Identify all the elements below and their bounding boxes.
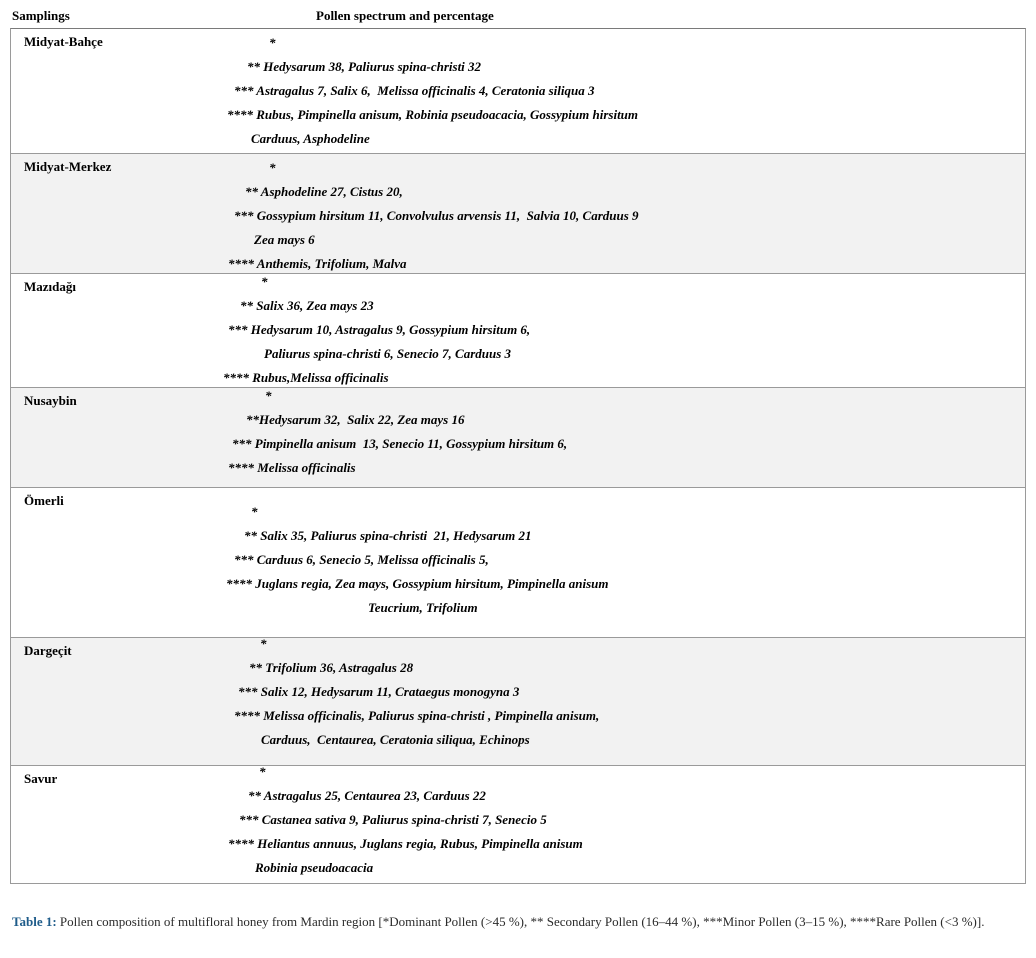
pollen-line: * bbox=[269, 35, 276, 50]
table-row bbox=[11, 29, 1025, 153]
pollen-line: * bbox=[259, 764, 266, 779]
pollen-line: **** Melissa officinalis, Paliurus spina-christi , Pimpinella anisum, bbox=[234, 708, 600, 723]
table-row bbox=[11, 487, 1025, 637]
pollen-line: **** Heliantus annuus, Juglans regia, Rubus, Pimpinella anisum bbox=[228, 836, 583, 851]
pollen-table bbox=[10, 28, 1026, 884]
pollen-line: ** Astragalus 25, Centaurea 23, Carduus 22 bbox=[248, 788, 486, 803]
pollen-line: Zea mays 6 bbox=[254, 232, 315, 247]
pollen-line: * bbox=[269, 160, 276, 175]
pollen-line: **** Rubus, Pimpinella anisum, Robinia pseudoacacia, Gossypium hirsitum bbox=[227, 107, 639, 122]
pollen-line: **** Juglans regia, Zea mays, Gossypium hirsitum, Pimpinella anisum bbox=[226, 576, 609, 591]
pollen-line: Teucrium, Trifolium bbox=[368, 600, 478, 615]
pollen-line: *** Hedysarum 10, Astragalus 9, Gossypium hirsitum 6, bbox=[228, 322, 531, 337]
header-pollen-spectrum: Pollen spectrum and percentage bbox=[316, 8, 494, 23]
pollen-line: Carduus, Centaurea, Ceratonia siliqua, Echinops bbox=[261, 732, 530, 747]
table-caption bbox=[12, 912, 1027, 932]
pollen-line: *** Salix 12, Hedysarum 11, Crataegus monogyna 3 bbox=[238, 684, 520, 699]
header-samplings: Samplings bbox=[12, 8, 70, 23]
pollen-line: ** Hedysarum 38, Paliurus spina-christi 32 bbox=[247, 59, 482, 74]
pollen-line: * bbox=[260, 636, 267, 651]
table-row bbox=[11, 153, 1025, 273]
sampling-name: Ömerli bbox=[24, 493, 64, 508]
pollen-line: ** Salix 35, Paliurus spina-christi 21, Hedysarum 21 bbox=[244, 528, 532, 543]
table-row bbox=[11, 273, 1025, 387]
pollen-line: **** Rubus,Melissa officinalis bbox=[223, 370, 389, 385]
table-row bbox=[11, 637, 1025, 765]
pollen-line: *** Pimpinella anisum 13, Senecio 11, Gossypium hirsitum 6, bbox=[232, 436, 568, 451]
sampling-name: Nusaybin bbox=[24, 393, 77, 408]
pollen-line: *** Castanea sativa 9, Paliurus spina-christi 7, Senecio 5 bbox=[239, 812, 547, 827]
pollen-line: Robinia pseudoacacia bbox=[255, 860, 374, 875]
pollen-line: **** Melissa officinalis bbox=[228, 460, 356, 475]
sampling-name: Midyat-Merkez bbox=[24, 159, 112, 174]
sampling-name: Dargeçit bbox=[24, 643, 72, 658]
pollen-line: * bbox=[251, 504, 258, 519]
pollen-line: *** Carduus 6, Senecio 5, Melissa officinalis 5, bbox=[234, 552, 489, 567]
caption-label: Table 1: bbox=[12, 914, 57, 929]
pollen-line: ** Asphodeline 27, Cistus 20, bbox=[245, 184, 403, 199]
table-header bbox=[0, 6, 1036, 26]
caption-text: Pollen composition of multifloral honey from Mardin region [*Dominant Pollen (>45 %), ** Secondary Pollen (16–44 %), ***Minor Pollen (3–15 %), ****Rare Pollen (<3 %)]. bbox=[56, 914, 985, 929]
table-row bbox=[11, 765, 1025, 883]
pollen-line: **** Anthemis, Trifolium, Malva bbox=[228, 256, 407, 271]
sampling-name: Savur bbox=[24, 771, 58, 786]
pollen-line: *** Gossypium hirsitum 11, Convolvulus arvensis 11, Salvia 10, Carduus 9 bbox=[234, 208, 639, 223]
pollen-line: *** Astragalus 7, Salix 6, Melissa officinalis 4, Ceratonia siliqua 3 bbox=[234, 83, 595, 98]
pollen-line: Paliurus spina-christi 6, Senecio 7, Carduus 3 bbox=[264, 346, 512, 361]
table-row bbox=[11, 387, 1025, 487]
pollen-line: ** Salix 36, Zea mays 23 bbox=[240, 298, 374, 313]
sampling-name: Midyat-Bahçe bbox=[24, 34, 103, 49]
sampling-name: Mazıdağı bbox=[24, 279, 76, 294]
pollen-line: * bbox=[265, 388, 272, 403]
pollen-line: **Hedysarum 32, Salix 22, Zea mays 16 bbox=[246, 412, 465, 427]
pollen-line: Carduus, Asphodeline bbox=[251, 131, 370, 146]
pollen-line: ** Trifolium 36, Astragalus 28 bbox=[249, 660, 414, 675]
pollen-line: * bbox=[261, 274, 268, 289]
